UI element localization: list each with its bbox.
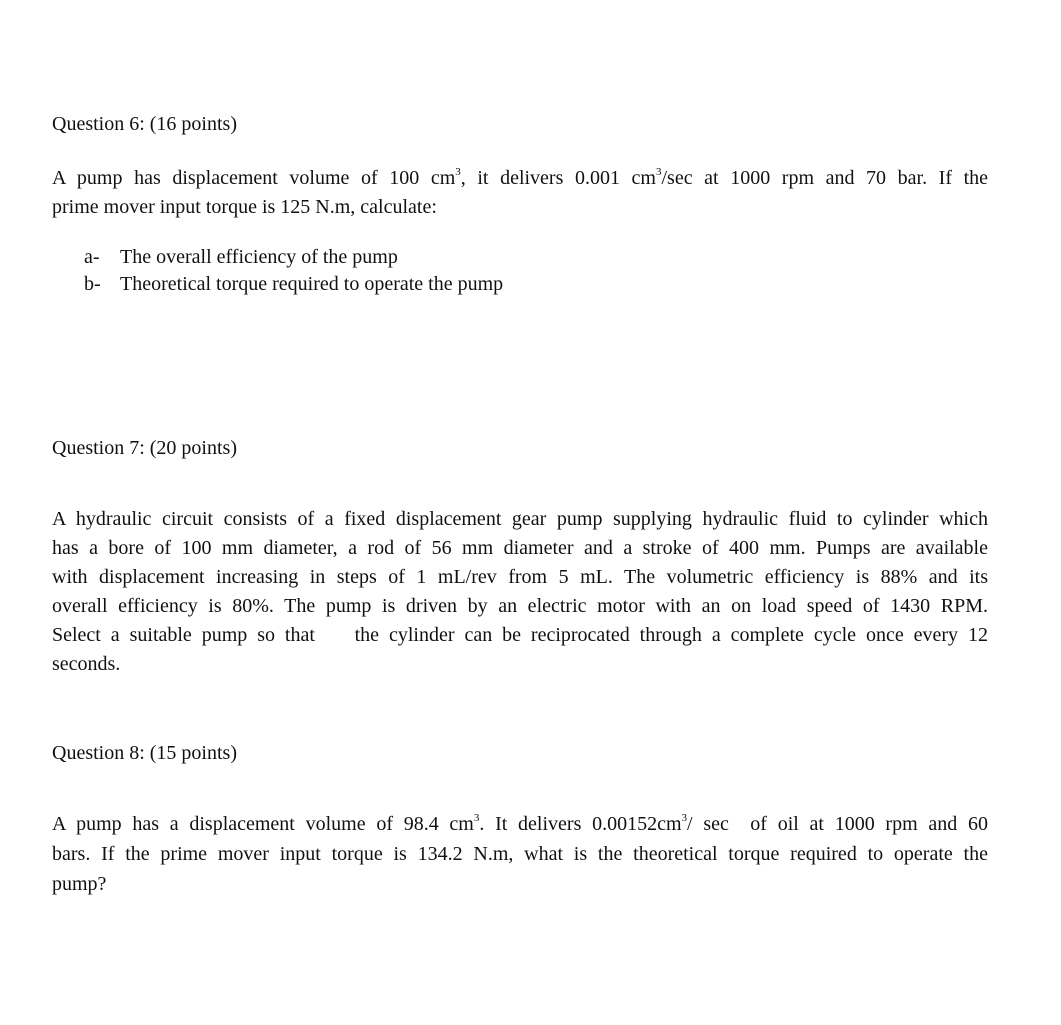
question-6-line-2: prime mover input torque is 125 N.m, calculate: [52,196,437,218]
question-7-line-4: overall efficiency is 80%. The pump is driven by an electric motor with an on load speed of 1430 RPM. [52,595,988,617]
question-8-line-1: A pump has a displacement volume of 98.4 $cm^3$. It delivers $0.00152cm^3/$ sec of oil at 1000 rpm and 60 [52,812,988,835]
item-text: The overall efficiency of the pump [120,246,398,268]
list-item [84,244,503,271]
question-8-line-2: bars. If the prime mover input torque is 134.2 N.m, what is the theoretical torque required to operate the [52,843,988,865]
question-7-line-1: A hydraulic circuit consists of a fixed displacement gear pump supplying hydraulic fluid to cylinder which [52,508,988,530]
question-7-body [52,505,988,679]
question-8-line-3: pump? [52,873,107,895]
question-7-line-5: Select a suitable pump so that the cylinder can be reciprocated through a complete cycle once every 12 [52,624,988,646]
question-6-line-1: A pump has displacement volume of 100 $cm^3$, it delivers 0.001 $cm^3/\sec$ at 1000 rpm and 70 bar. If the [52,166,989,189]
item-marker: a- [84,246,100,268]
item-text: Theoretical torque required to operate the pump [120,273,504,295]
question-6-body [52,164,988,222]
item-marker: b- [84,273,101,295]
question-6-items [84,244,503,298]
question-7-line-3: with displacement increasing in steps of 1 mL/rev from 5 mL. The volumetric efficiency is 88% and its [52,566,988,588]
question-8-heading: Question 8: (15 points) [52,742,237,764]
question-8-body [52,809,988,899]
question-6-heading: Question 6: (16 points) [52,113,237,135]
question-7-line-6: seconds. [52,653,121,675]
question-7-line-2: has a bore of 100 mm diameter, a rod of 56 mm diameter and a stroke of 400 mm. Pumps are available [52,537,988,559]
question-7-heading: Question 7: (20 points) [52,437,237,459]
list-item [84,271,503,298]
